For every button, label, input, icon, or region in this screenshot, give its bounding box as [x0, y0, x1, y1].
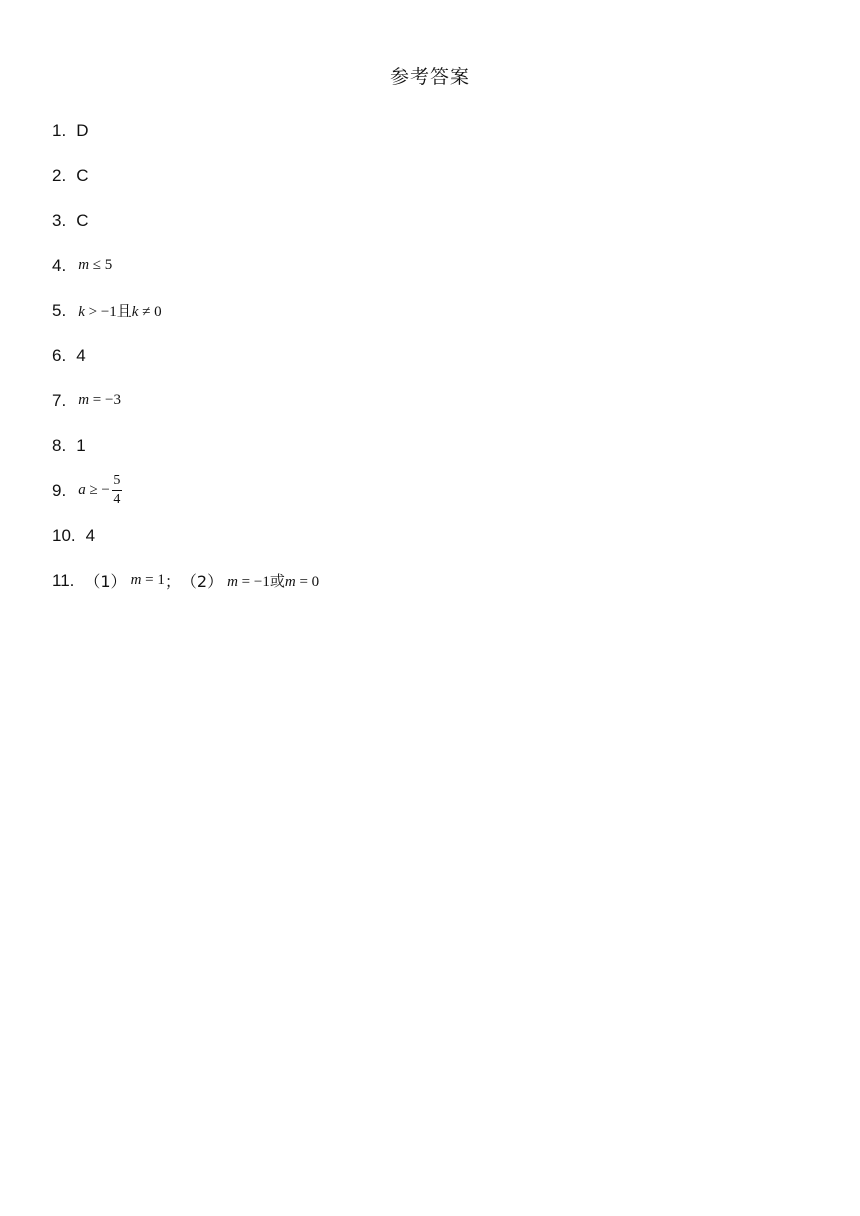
page-title: 参考答案 — [389, 66, 470, 88]
answer-item — [52, 108, 812, 153]
answer-number: 7. — [52, 390, 67, 410]
answer-item — [52, 558, 812, 603]
math-variable: k — [131, 304, 139, 320]
answer-text: 1 — [76, 435, 86, 455]
answer-item — [52, 333, 812, 378]
math-expression: = 0 — [295, 574, 320, 590]
math-variable: m — [78, 392, 90, 408]
math-expression: = −1或 — [237, 574, 285, 590]
answer-math — [227, 570, 319, 591]
math-expression: ≥ − — [85, 481, 110, 498]
answer-number: 1. — [52, 120, 67, 140]
answer-number: 3. — [52, 210, 67, 230]
fraction-bar — [112, 490, 122, 491]
fraction-numerator: 5 — [113, 473, 121, 488]
math-variable: m — [227, 574, 238, 590]
math-variable: a — [78, 481, 86, 498]
answer-number: 2. — [52, 165, 67, 185]
math-expression: = 1 — [141, 572, 165, 588]
fraction — [112, 474, 122, 507]
answer-math — [78, 474, 122, 507]
answer-text: 4 — [85, 525, 96, 545]
answer-item — [52, 198, 812, 243]
answer-number: 10. — [52, 525, 76, 545]
answer-math — [78, 257, 112, 274]
answer-math — [78, 300, 162, 321]
answer-item — [52, 378, 812, 423]
answer-item — [52, 243, 812, 288]
math-variable: m — [130, 572, 142, 588]
separator: ； — [164, 572, 181, 591]
answer-number: 8. — [52, 435, 67, 455]
answer-item — [52, 513, 812, 558]
math-variable: k — [78, 304, 85, 320]
answer-item — [52, 288, 812, 333]
answer-part-label — [84, 569, 126, 592]
math-expression: = −3 — [89, 392, 121, 408]
math-expression: > −1且 — [84, 304, 132, 320]
answer-number: 11. — [52, 570, 75, 590]
answer-number: 9. — [52, 480, 67, 500]
answer-item — [52, 468, 812, 513]
answer-math — [131, 572, 165, 589]
math-variable: m — [284, 574, 296, 590]
answer-item — [52, 423, 812, 468]
answer-number: 6. — [52, 345, 67, 365]
answer-text: D — [76, 120, 89, 140]
math-expression: ≠ 0 — [138, 304, 162, 320]
answer-item — [52, 153, 812, 198]
answer-list — [52, 108, 812, 603]
part-label-1: （1） — [84, 572, 127, 591]
math-expression: ≤ 5 — [89, 257, 113, 273]
fraction-denominator: 4 — [113, 492, 121, 507]
math-variable: m — [78, 257, 90, 273]
answer-number: 5. — [52, 300, 67, 320]
answer-number: 4. — [52, 255, 67, 275]
answer-text: 4 — [76, 345, 86, 365]
answer-text: C — [76, 165, 89, 185]
answer-text: C — [76, 210, 89, 230]
part-label-2: （2） — [180, 572, 224, 591]
answer-math — [78, 392, 121, 409]
